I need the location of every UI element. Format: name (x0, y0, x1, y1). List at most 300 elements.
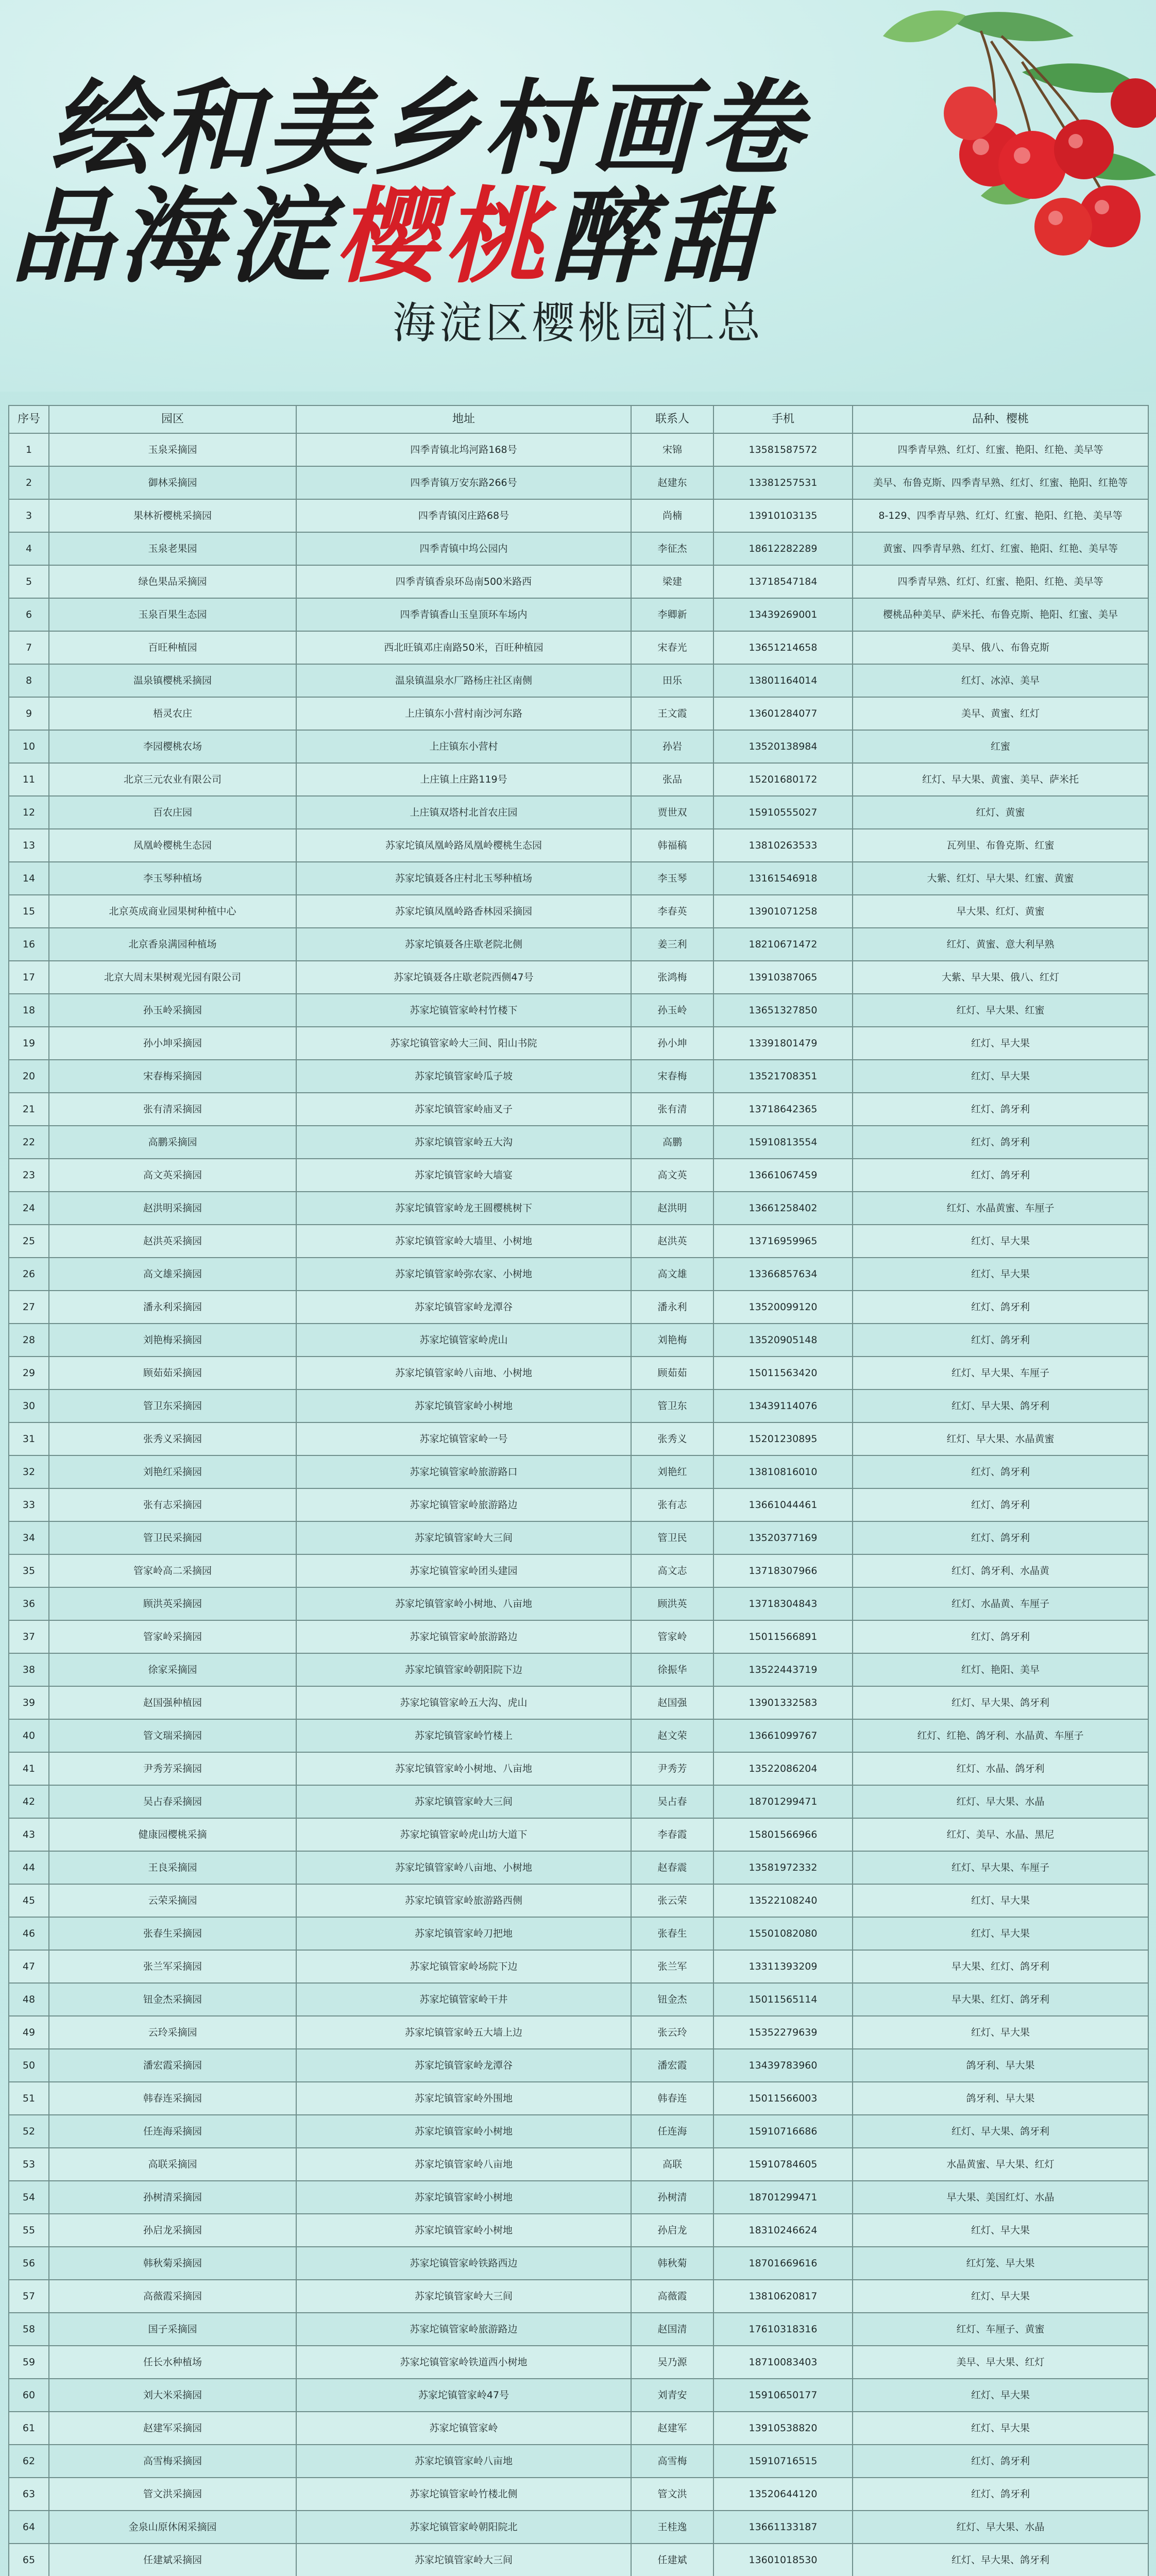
phone-number-cell: 15201680172 (713, 763, 853, 796)
phone-number-cell: 15910716515 (713, 2445, 853, 2478)
phone-number-cell: 15910813554 (713, 1126, 853, 1159)
phone-number-cell: 15501082080 (713, 1917, 853, 1950)
address-cell: 苏家坨镇聂各庄歇老院北侧 (296, 928, 631, 961)
contact-name-cell: 管卫民 (631, 1521, 713, 1554)
park-name-cell: 任连海采摘园 (49, 2115, 296, 2148)
row-index-cell: 61 (9, 2412, 49, 2445)
contact-name-cell: 孙玉岭 (631, 994, 713, 1027)
address-cell: 苏家坨镇管家岭小树地 (296, 2214, 631, 2247)
address-cell: 苏家坨镇管家岭庙叉子 (296, 1093, 631, 1126)
park-name-cell: 凤凰岭樱桃生态园 (49, 829, 296, 862)
park-name-cell: 玉泉采摘园 (49, 433, 296, 466)
phone-number-cell: 18701299471 (713, 2181, 853, 2214)
varieties-cell: 红灯、早大果、车厘子 (853, 1851, 1148, 1884)
contact-name-cell: 张云玲 (631, 2016, 713, 2049)
address-cell: 苏家坨镇管家岭小树地、八亩地 (296, 1752, 631, 1785)
banner-title-line2 (10, 155, 768, 302)
row-index-cell: 62 (9, 2445, 49, 2478)
varieties-cell: 早大果、红灯、鸽牙利 (853, 1950, 1148, 1983)
address-cell: 苏家坨镇管家岭朝阳院下边 (296, 1653, 631, 1686)
table-row (9, 994, 1148, 1027)
contact-name-cell: 尹秀芳 (631, 1752, 713, 1785)
table-row (9, 1225, 1148, 1258)
row-index-cell: 6 (9, 598, 49, 631)
table-row (9, 895, 1148, 928)
phone-number-cell: 18701299471 (713, 1785, 853, 1818)
varieties-cell: 红蜜 (853, 730, 1148, 763)
phone-number-cell: 15910716686 (713, 2115, 853, 2148)
address-cell: 苏家坨镇管家岭朝阳院北 (296, 2511, 631, 2544)
table-row (9, 1587, 1148, 1620)
varieties-cell: 红灯、鸽牙利 (853, 1488, 1148, 1521)
table-row (9, 928, 1148, 961)
row-index-cell: 30 (9, 1389, 49, 1422)
address-cell: 苏家坨镇管家岭八亩地、小树地 (296, 1357, 631, 1389)
address-cell: 苏家坨镇管家岭外围地 (296, 2082, 631, 2115)
address-cell: 苏家坨镇管家岭五大沟、虎山 (296, 1686, 631, 1719)
table-row (9, 2082, 1148, 2115)
row-index-cell: 57 (9, 2280, 49, 2313)
varieties-cell: 红灯、鸽牙利、水晶黄 (853, 1554, 1148, 1587)
row-index-cell: 14 (9, 862, 49, 895)
contact-name-cell: 吴占春 (631, 1785, 713, 1818)
park-name-cell: 刘艳梅采摘园 (49, 1324, 296, 1357)
table-row (9, 1126, 1148, 1159)
phone-number-cell: 13520377169 (713, 1521, 853, 1554)
park-name-cell: 刘艳红采摘园 (49, 1455, 296, 1488)
row-index-cell: 48 (9, 1983, 49, 2016)
row-index-cell: 19 (9, 1027, 49, 1060)
contact-name-cell: 高联 (631, 2148, 713, 2181)
row-index-cell: 5 (9, 565, 49, 598)
table-row (9, 2049, 1148, 2082)
contact-name-cell: 宋春梅 (631, 1060, 713, 1093)
varieties-cell: 美早、布鲁克斯、四季青早熟、红灯、红蜜、艳阳、红艳等 (853, 466, 1148, 499)
phone-number-cell: 13522086204 (713, 1752, 853, 1785)
park-name-cell: 吴占春采摘园 (49, 1785, 296, 1818)
row-index-cell: 63 (9, 2478, 49, 2511)
table-row (9, 1653, 1148, 1686)
contact-name-cell: 宋锦 (631, 433, 713, 466)
park-name-cell: 百旺种植园 (49, 631, 296, 664)
park-name-cell: 云玲采摘园 (49, 2016, 296, 2049)
table-row (9, 2313, 1148, 2346)
phone-number-cell: 13661099767 (713, 1719, 853, 1752)
address-cell: 苏家坨镇管家岭竹楼北侧 (296, 2478, 631, 2511)
park-name-cell: 宋春梅采摘园 (49, 1060, 296, 1093)
varieties-cell: 红灯、早大果 (853, 1917, 1148, 1950)
row-index-cell: 25 (9, 1225, 49, 1258)
table-row (9, 2379, 1148, 2412)
phone-number-cell: 13381257531 (713, 466, 853, 499)
row-index-cell: 21 (9, 1093, 49, 1126)
contact-name-cell: 李春霞 (631, 1818, 713, 1851)
title-line2-prefix: 品海淀 (10, 176, 335, 297)
table-row (9, 961, 1148, 994)
phone-number-cell: 13810263533 (713, 829, 853, 862)
park-name-cell: 北京大周末果树观光园有限公司 (49, 961, 296, 994)
park-name-cell: 潘永利采摘园 (49, 1291, 296, 1324)
park-name-cell: 韩秋菊采摘园 (49, 2247, 296, 2280)
table-row (9, 532, 1148, 565)
contact-name-cell: 田乐 (631, 664, 713, 697)
varieties-cell: 红灯、鸽牙利 (853, 1521, 1148, 1554)
phone-number-cell: 15910784605 (713, 2148, 853, 2181)
varieties-cell: 红灯、水晶黄蜜、车厘子 (853, 1192, 1148, 1225)
phone-number-cell: 13391801479 (713, 1027, 853, 1060)
phone-number-cell: 13661133187 (713, 2511, 853, 2544)
phone-number-cell: 13439114076 (713, 1389, 853, 1422)
table-row (9, 2016, 1148, 2049)
contact-name-cell: 吴乃源 (631, 2346, 713, 2379)
varieties-cell: 红灯、美早、水晶、黑尼 (853, 1818, 1148, 1851)
phone-number-cell: 13522108240 (713, 1884, 853, 1917)
phone-number-cell: 18701669616 (713, 2247, 853, 2280)
varieties-cell: 红灯、鸽牙利 (853, 2478, 1148, 2511)
phone-number-cell: 13910103135 (713, 499, 853, 532)
row-index-cell: 39 (9, 1686, 49, 1719)
table-row (9, 2280, 1148, 2313)
row-index-cell: 11 (9, 763, 49, 796)
row-index-cell: 65 (9, 2544, 49, 2576)
table-row (9, 1785, 1148, 1818)
contact-name-cell: 刘艳红 (631, 1455, 713, 1488)
phone-number-cell: 13439783960 (713, 2049, 853, 2082)
park-name-cell: 高鹏采摘园 (49, 1126, 296, 1159)
address-cell: 苏家坨镇聂各庄歇老院西侧47号 (296, 961, 631, 994)
park-name-cell: 钮金杰采摘园 (49, 1983, 296, 2016)
varieties-cell: 红灯、早大果、鸽牙利 (853, 1686, 1148, 1719)
park-name-cell: 管家岭采摘园 (49, 1620, 296, 1653)
row-index-cell: 47 (9, 1950, 49, 1983)
contact-name-cell: 高文雄 (631, 1258, 713, 1291)
address-cell: 西北旺镇邓庄南路50米，百旺种植园 (296, 631, 631, 664)
table-row (9, 631, 1148, 664)
table-row (9, 499, 1148, 532)
contact-name-cell: 王文霞 (631, 697, 713, 730)
table-row (9, 1324, 1148, 1357)
address-cell: 苏家坨镇管家岭瓜子坡 (296, 1060, 631, 1093)
table-row (9, 1554, 1148, 1587)
row-index-cell: 13 (9, 829, 49, 862)
contact-name-cell: 韩福稿 (631, 829, 713, 862)
park-name-cell: 北京香泉满园种植场 (49, 928, 296, 961)
contact-name-cell: 顾洪英 (631, 1587, 713, 1620)
row-index-cell: 38 (9, 1653, 49, 1686)
varieties-cell: 红灯、鸽牙利 (853, 1093, 1148, 1126)
table-row (9, 829, 1148, 862)
row-index-cell: 51 (9, 2082, 49, 2115)
address-cell: 苏家坨镇管家岭竹楼上 (296, 1719, 631, 1752)
address-cell: 苏家坨镇管家岭大三间、阳山书院 (296, 1027, 631, 1060)
varieties-cell: 红灯、早大果 (853, 2214, 1148, 2247)
phone-number-cell: 15011566891 (713, 1620, 853, 1653)
table-row (9, 697, 1148, 730)
contact-name-cell: 张春生 (631, 1917, 713, 1950)
address-cell: 苏家坨镇管家岭大三间 (296, 2280, 631, 2313)
park-name-cell: 赵洪明采摘园 (49, 1192, 296, 1225)
contact-name-cell: 管家岭 (631, 1620, 713, 1653)
table-row (9, 2478, 1148, 2511)
park-name-cell: 百农庄园 (49, 796, 296, 829)
row-index-cell: 16 (9, 928, 49, 961)
row-index-cell: 50 (9, 2049, 49, 2082)
contact-name-cell: 贾世双 (631, 796, 713, 829)
address-cell: 苏家坨镇管家岭刀把地 (296, 1917, 631, 1950)
row-index-cell: 29 (9, 1357, 49, 1389)
row-index-cell: 18 (9, 994, 49, 1027)
phone-number-cell: 15011563420 (713, 1357, 853, 1389)
varieties-cell: 红灯、早大果、水晶 (853, 2511, 1148, 2544)
park-name-cell: 管卫东采摘园 (49, 1389, 296, 1422)
phone-number-cell: 13901332583 (713, 1686, 853, 1719)
contact-name-cell: 高鹏 (631, 1126, 713, 1159)
table-row (9, 1159, 1148, 1192)
table-row (9, 565, 1148, 598)
varieties-cell: 红灯、鸽牙利 (853, 1455, 1148, 1488)
contact-name-cell: 孙启龙 (631, 2214, 713, 2247)
phone-number-cell: 13161546918 (713, 862, 853, 895)
header-banner (0, 0, 1156, 392)
table-row (9, 466, 1148, 499)
phone-number-cell: 13661044461 (713, 1488, 853, 1521)
address-cell: 上庄镇东小营村南沙河东路 (296, 697, 631, 730)
varieties-cell: 红灯、鸽牙利 (853, 1324, 1148, 1357)
row-index-cell: 55 (9, 2214, 49, 2247)
park-name-cell: 绿色果品采摘园 (49, 565, 296, 598)
phone-number-cell: 13910538820 (713, 2412, 853, 2445)
row-index-cell: 41 (9, 1752, 49, 1785)
address-cell: 上庄镇东小营村 (296, 730, 631, 763)
row-index-cell: 9 (9, 697, 49, 730)
contact-name-cell: 赵洪明 (631, 1192, 713, 1225)
row-index-cell: 64 (9, 2511, 49, 2544)
varieties-cell: 红灯、早大果、鸽牙利 (853, 2115, 1148, 2148)
table-row (9, 2412, 1148, 2445)
row-index-cell: 56 (9, 2247, 49, 2280)
contact-name-cell: 高雪梅 (631, 2445, 713, 2478)
row-index-cell: 49 (9, 2016, 49, 2049)
row-index-cell: 58 (9, 2313, 49, 2346)
table-row (9, 1620, 1148, 1653)
park-name-cell: 张秀义采摘园 (49, 1422, 296, 1455)
table-row (9, 1291, 1148, 1324)
contact-name-cell: 刘青安 (631, 2379, 713, 2412)
contact-name-cell: 孙树清 (631, 2181, 713, 2214)
phone-number-cell: 13601018530 (713, 2544, 853, 2576)
row-index-cell: 46 (9, 1917, 49, 1950)
address-cell: 四季青镇香山玉皇顶环车场内 (296, 598, 631, 631)
phone-number-cell: 15011566003 (713, 2082, 853, 2115)
park-name-cell: 健康园樱桃采摘 (49, 1818, 296, 1851)
park-name-cell: 赵建军采摘园 (49, 2412, 296, 2445)
varieties-cell: 红灯、早大果 (853, 2016, 1148, 2049)
contact-name-cell: 宋春光 (631, 631, 713, 664)
row-index-cell: 2 (9, 466, 49, 499)
table-row (9, 1851, 1148, 1884)
park-name-cell: 管文洪采摘园 (49, 2478, 296, 2511)
phone-number-cell: 13581972332 (713, 1851, 853, 1884)
row-index-cell: 7 (9, 631, 49, 664)
table-row (9, 2148, 1148, 2181)
table-row (9, 1983, 1148, 2016)
table-row (9, 763, 1148, 796)
row-index-cell: 26 (9, 1258, 49, 1291)
address-cell: 苏家坨镇管家岭干井 (296, 1983, 631, 2016)
address-cell: 苏家坨镇凤凰岭路凤凰岭樱桃生态园 (296, 829, 631, 862)
contact-name-cell: 赵洪英 (631, 1225, 713, 1258)
park-name-cell: 李园樱桃农场 (49, 730, 296, 763)
park-name-cell: 云荣采摘园 (49, 1884, 296, 1917)
varieties-cell: 红灯、鸽牙利 (853, 2445, 1148, 2478)
address-cell: 苏家坨镇管家岭虎山 (296, 1324, 631, 1357)
address-cell: 上庄镇双塔村北首农庄园 (296, 796, 631, 829)
table-row (9, 730, 1148, 763)
banner-title-line1: 绘和美乡村画卷 (49, 68, 807, 189)
contact-name-cell: 孙岩 (631, 730, 713, 763)
table-row (9, 1950, 1148, 1983)
phone-number-cell: 13521708351 (713, 1060, 853, 1093)
park-name-cell: 赵洪英采摘园 (49, 1225, 296, 1258)
address-cell: 苏家坨镇管家岭旅游路边 (296, 1620, 631, 1653)
address-cell: 苏家坨镇管家岭小树地 (296, 1389, 631, 1422)
row-index-cell: 22 (9, 1126, 49, 1159)
park-name-cell: 果林祈樱桃采摘园 (49, 499, 296, 532)
contact-name-cell: 孙小坤 (631, 1027, 713, 1060)
table-row (9, 1455, 1148, 1488)
varieties-cell: 红灯、冰淖、美早 (853, 664, 1148, 697)
address-cell: 苏家坨镇聂各庄村北玉琴种植场 (296, 862, 631, 895)
phone-number-cell: 13718304843 (713, 1587, 853, 1620)
table-row (9, 2544, 1148, 2576)
address-cell: 苏家坨镇管家岭弥农家、小树地 (296, 1258, 631, 1291)
varieties-cell: 红灯、红艳、鸽牙利、水晶黄、车厘子 (853, 1719, 1148, 1752)
table-row (9, 1060, 1148, 1093)
row-index-cell: 4 (9, 532, 49, 565)
contact-name-cell: 高文志 (631, 1554, 713, 1587)
park-name-cell: 管卫民采摘园 (49, 1521, 296, 1554)
varieties-cell: 红灯、鸽牙利 (853, 1159, 1148, 1192)
row-index-cell: 32 (9, 1455, 49, 1488)
phone-number-cell: 15352279639 (713, 2016, 853, 2049)
table-row (9, 1258, 1148, 1291)
phone-number-cell: 18210671472 (713, 928, 853, 961)
address-cell: 苏家坨镇管家岭五大墙上边 (296, 2016, 631, 2049)
varieties-cell: 红灯、水晶、鸽牙利 (853, 1752, 1148, 1785)
park-name-cell: 孙树清采摘园 (49, 2181, 296, 2214)
row-index-cell: 37 (9, 1620, 49, 1653)
table-row (9, 433, 1148, 466)
table-row (9, 2247, 1148, 2280)
table-row (9, 1027, 1148, 1060)
row-index-cell: 28 (9, 1324, 49, 1357)
contact-name-cell: 任连海 (631, 2115, 713, 2148)
phone-number-cell: 13718307966 (713, 1554, 853, 1587)
phone-number-cell: 13801164014 (713, 664, 853, 697)
header-address: 地址 (296, 405, 631, 433)
park-name-cell: 李玉琴种植场 (49, 862, 296, 895)
contact-name-cell: 赵建东 (631, 466, 713, 499)
phone-number-cell: 13661067459 (713, 1159, 853, 1192)
varieties-cell: 红灯、早大果、黄蜜、美早、萨米托 (853, 763, 1148, 796)
contact-name-cell: 韩秋菊 (631, 2247, 713, 2280)
contact-name-cell: 李春英 (631, 895, 713, 928)
row-index-cell: 10 (9, 730, 49, 763)
title-line2-suffix: 醉甜 (551, 176, 768, 297)
row-index-cell: 40 (9, 1719, 49, 1752)
contact-name-cell: 赵文荣 (631, 1719, 713, 1752)
address-cell: 苏家坨镇管家岭一号 (296, 1422, 631, 1455)
park-name-cell: 孙玉岭采摘园 (49, 994, 296, 1027)
contact-name-cell: 钮金杰 (631, 1983, 713, 2016)
phone-number-cell: 17610318316 (713, 2313, 853, 2346)
table-row (9, 1357, 1148, 1389)
phone-number-cell: 15910650177 (713, 2379, 853, 2412)
phone-number-cell: 13366857634 (713, 1258, 853, 1291)
varieties-cell: 早大果、红灯、鸽牙利 (853, 1983, 1148, 2016)
varieties-cell: 瓦列里、布鲁克斯、红蜜 (853, 829, 1148, 862)
phone-number-cell: 13661258402 (713, 1192, 853, 1225)
varieties-cell: 红灯、水晶黄、车厘子 (853, 1587, 1148, 1620)
phone-number-cell: 13651214658 (713, 631, 853, 664)
contact-name-cell: 张秀义 (631, 1422, 713, 1455)
contact-name-cell: 赵国强 (631, 1686, 713, 1719)
park-name-cell: 御林采摘园 (49, 466, 296, 499)
address-cell: 四季青镇万安东路266号 (296, 466, 631, 499)
header-park: 园区 (49, 405, 296, 433)
park-name-cell: 孙启龙采摘园 (49, 2214, 296, 2247)
row-index-cell: 3 (9, 499, 49, 532)
varieties-cell: 鸽牙利、早大果 (853, 2049, 1148, 2082)
park-name-cell: 管家岭高二采摘园 (49, 1554, 296, 1587)
contact-name-cell: 高文英 (631, 1159, 713, 1192)
header-phone: 手机 (713, 405, 853, 433)
table-row (9, 2511, 1148, 2544)
address-cell: 苏家坨镇管家岭旅游路边 (296, 2313, 631, 2346)
varieties-cell: 红灯、早大果 (853, 1258, 1148, 1291)
row-index-cell: 15 (9, 895, 49, 928)
park-name-cell: 温泉镇樱桃采摘园 (49, 664, 296, 697)
park-name-cell: 徐家采摘园 (49, 1653, 296, 1686)
varieties-cell: 红灯、早大果、水晶 (853, 1785, 1148, 1818)
park-name-cell: 北京英成商业园果树种植中心 (49, 895, 296, 928)
varieties-cell: 水晶黄蜜、早大果、红灯 (853, 2148, 1148, 2181)
address-cell: 苏家坨镇管家岭大三间 (296, 1521, 631, 1554)
varieties-cell: 红灯、黄蜜、意大利早熟 (853, 928, 1148, 961)
varieties-cell: 红灯、早大果 (853, 2412, 1148, 2445)
row-index-cell: 23 (9, 1159, 49, 1192)
park-name-cell: 高联采摘园 (49, 2148, 296, 2181)
address-cell: 苏家坨镇管家岭 (296, 2412, 631, 2445)
row-index-cell: 53 (9, 2148, 49, 2181)
phone-number-cell: 13520099120 (713, 1291, 853, 1324)
varieties-cell: 樱桃品种美早、萨米托、布鲁克斯、艳阳、红蜜、美早 (853, 598, 1148, 631)
varieties-cell: 美早、黄蜜、红灯 (853, 697, 1148, 730)
table-row (9, 598, 1148, 631)
varieties-cell: 大紫、红灯、早大果、红蜜、黄蜜 (853, 862, 1148, 895)
contact-name-cell: 管文洪 (631, 2478, 713, 2511)
varieties-cell: 美早、早大果、红灯 (853, 2346, 1148, 2379)
row-index-cell: 31 (9, 1422, 49, 1455)
phone-number-cell: 13520138984 (713, 730, 853, 763)
park-name-cell: 赵国强种植园 (49, 1686, 296, 1719)
address-cell: 苏家坨镇管家岭旅游路口 (296, 1455, 631, 1488)
varieties-cell: 大紫、早大果、俄八、红灯 (853, 961, 1148, 994)
address-cell: 苏家坨镇管家岭小树地、八亩地 (296, 1587, 631, 1620)
row-index-cell: 27 (9, 1291, 49, 1324)
park-name-cell: 王良采摘园 (49, 1851, 296, 1884)
table-row (9, 1521, 1148, 1554)
